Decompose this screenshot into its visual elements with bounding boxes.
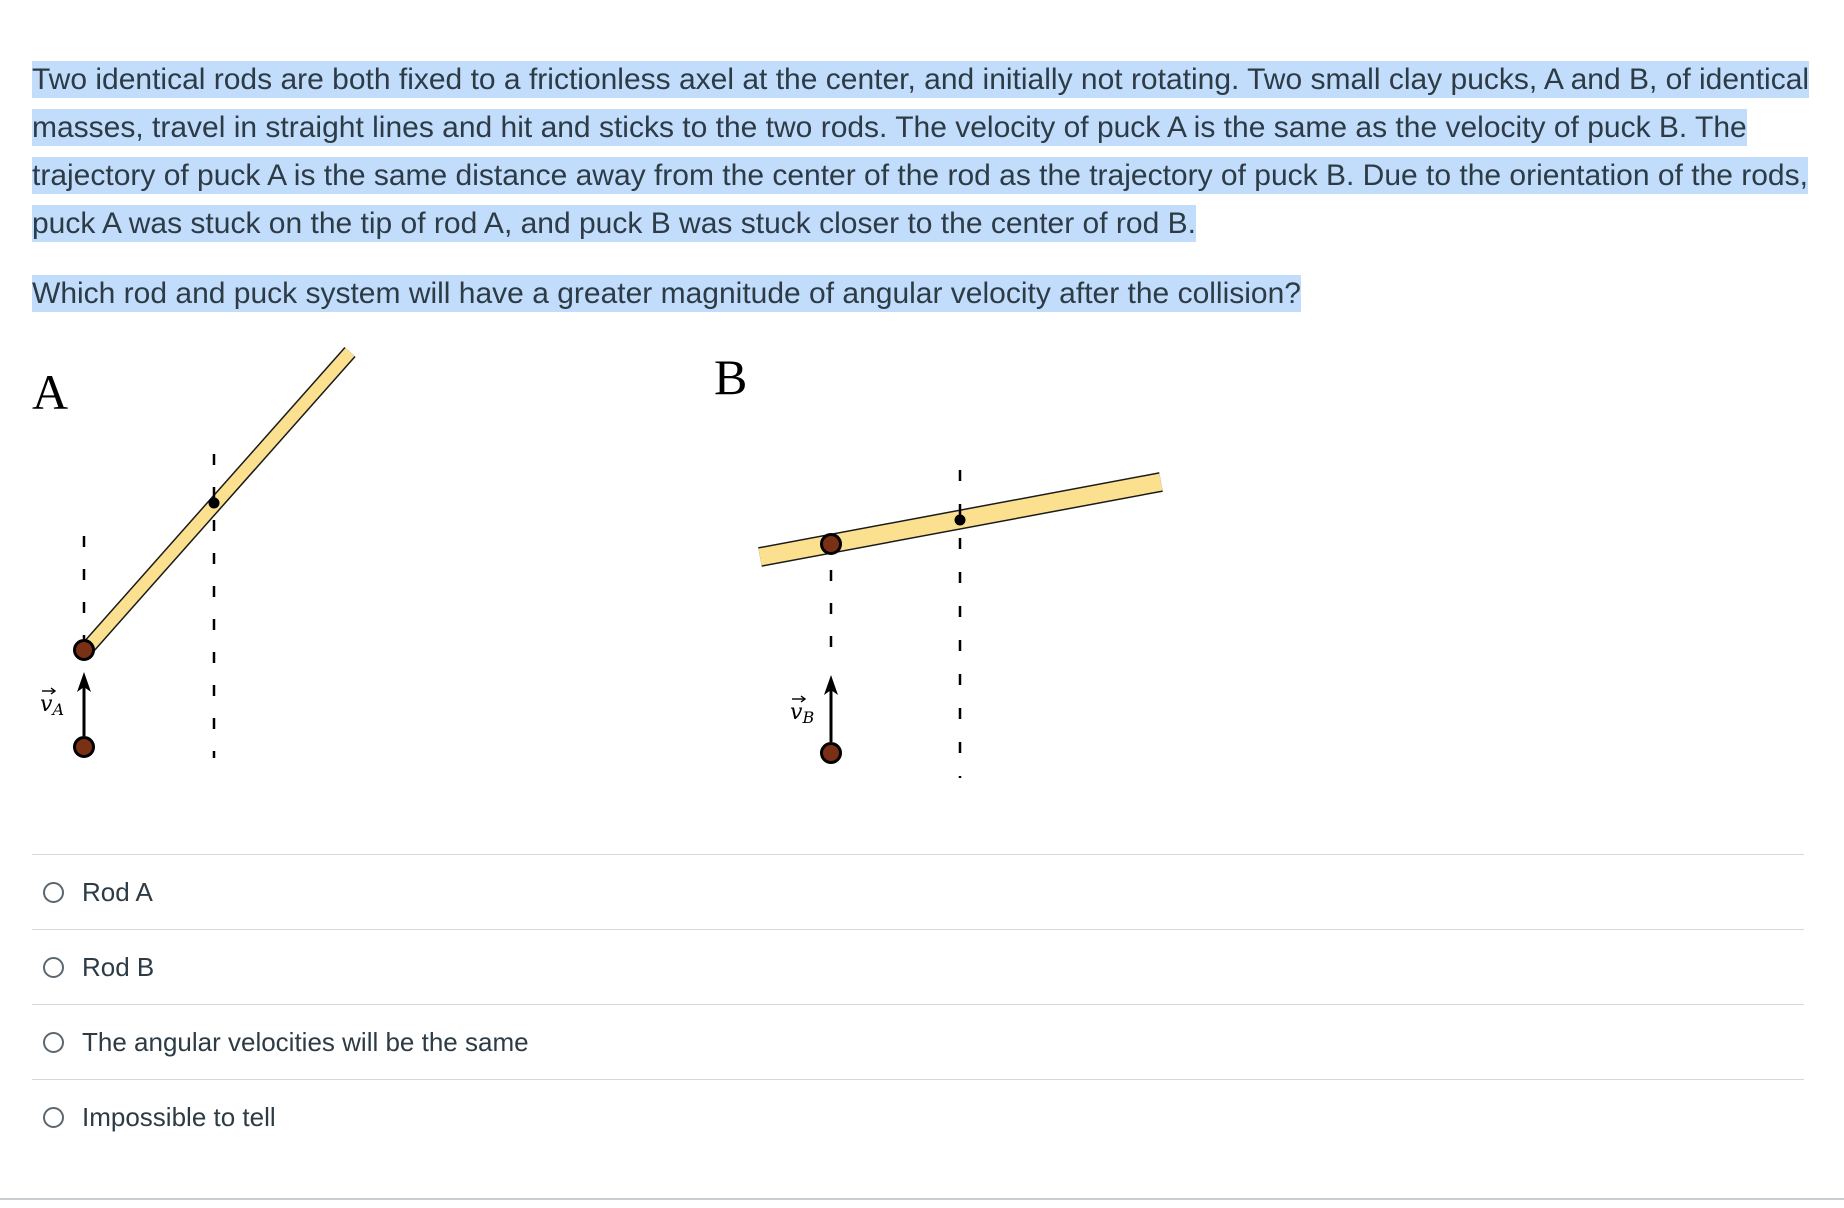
velocity-a-label — [40, 692, 64, 719]
question-paragraph-1 — [32, 56, 1812, 248]
question-paragraph-2 — [32, 270, 1812, 318]
bottom-divider — [0, 1198, 1844, 1200]
answer-option-rod-b[interactable] — [32, 930, 1804, 1005]
answer-option-same[interactable] — [32, 1005, 1804, 1080]
puck-a-incoming — [75, 738, 94, 757]
velocity-b-subscript: B — [802, 708, 815, 727]
puck-b-stuck — [822, 535, 841, 554]
answer-option-rod-a[interactable] — [32, 855, 1804, 930]
velocity-a-symbol: v — [40, 692, 53, 717]
velocity-b-label — [790, 700, 814, 727]
question-text-1: Two identical rods are both fixed to a frictionless axel at the center, and initially not rotating. Two small clay pucks, A and B, of identical masses, travel in straight lines and hit and sticks to the two rods. The velocity of puck A is the same as the velocity of puck B. The trajectory of puck A is the same distance away from the center of the rod as the trajectory of puck B. Due to the orientation of the rods, puck A was stuck on the tip of rod A, and puck B was stuck closer to the center of rod B. — [32, 63, 1810, 240]
radio-impossible[interactable] — [43, 1107, 64, 1128]
rod-a-axle — [209, 498, 220, 509]
answer-label-impossible: Impossible to tell — [82, 1101, 276, 1132]
figure-label-b: B — [714, 349, 748, 405]
answer-label-rod-b: Rod B — [82, 951, 155, 982]
question-body — [32, 56, 1812, 318]
answer-option-impossible[interactable] — [32, 1080, 1804, 1154]
radio-rod-b[interactable] — [43, 957, 64, 978]
velocity-b-symbol: v — [790, 700, 803, 725]
radio-same[interactable] — [43, 1032, 64, 1053]
figure-label-a: A — [32, 364, 69, 420]
answer-label-rod-a: Rod A — [82, 876, 153, 907]
rod-b-axle — [955, 515, 966, 526]
puck-a-stuck — [75, 641, 94, 660]
answer-label-same: The angular velocities will be the same — [82, 1026, 529, 1057]
question-text-2: Which rod and puck system will have a greater magnitude of angular velocity after the collision? — [32, 277, 1301, 310]
radio-rod-a[interactable] — [43, 882, 64, 903]
velocity-a-subscript: A — [52, 700, 64, 719]
rods-figure — [0, 330, 1844, 810]
puck-b-incoming — [822, 744, 841, 763]
answer-list — [32, 854, 1804, 1154]
